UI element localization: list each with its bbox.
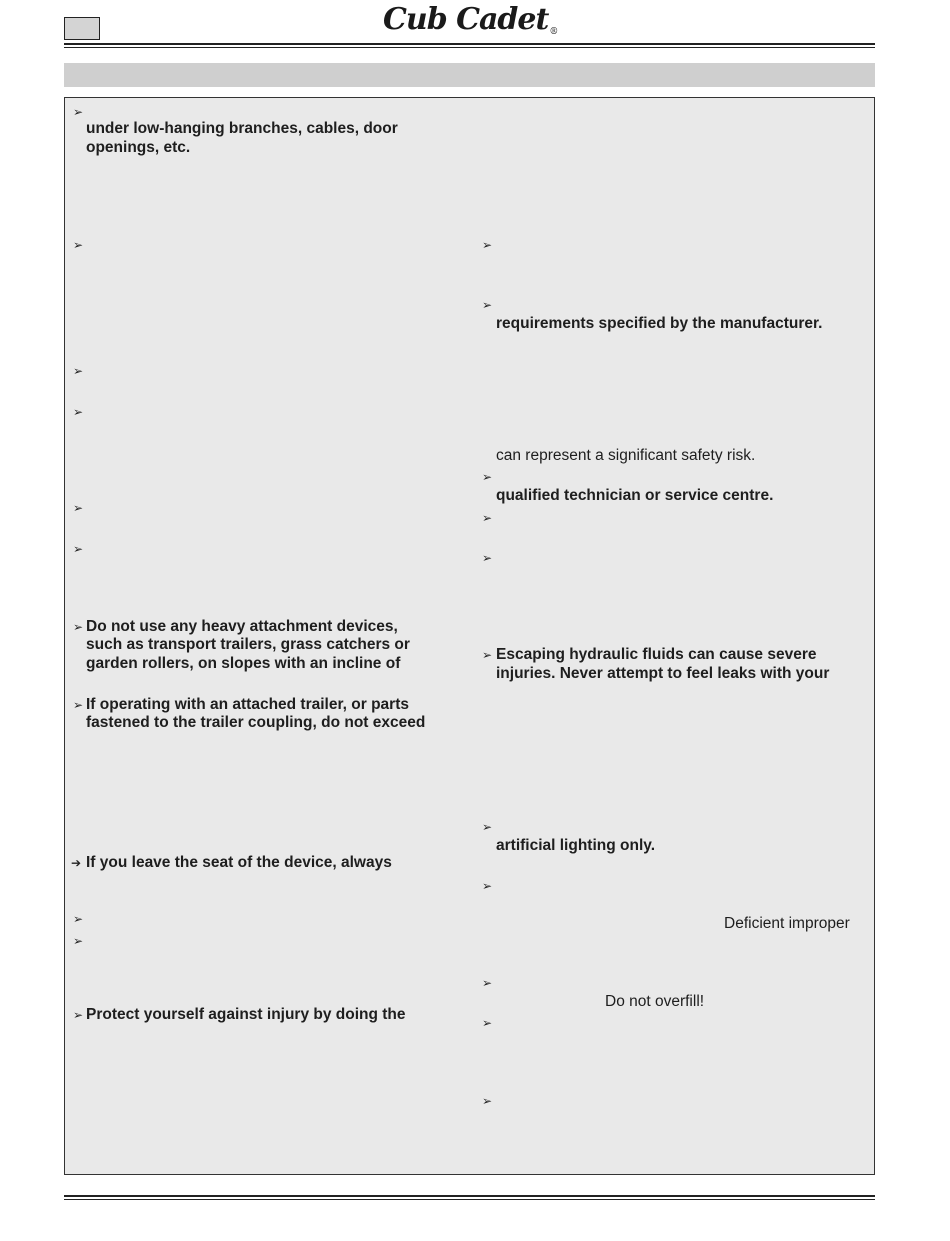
bullet-icon: ➢ <box>73 105 84 119</box>
hydraulic-line-1: Escaping hydraulic fluids can cause severe <box>496 646 817 663</box>
action-arrow-icon: ➔ <box>71 856 82 870</box>
heavy-attachment-line-2: such as transport trailers, grass catchers or <box>86 636 410 653</box>
footer-rule <box>64 1195 875 1197</box>
bullet-icon: ➢ <box>482 470 493 484</box>
footer-rule-thin <box>64 1199 875 1200</box>
trailer-line-2: fastened to the trailer coupling, do not exceed <box>86 714 426 731</box>
bullet-icon: ➢ <box>482 879 493 893</box>
trailer-line-1: If operating with an attached trailer, or parts <box>86 696 409 713</box>
protect-text: Protect yourself against injury by doing the <box>86 1006 406 1023</box>
bullet-icon: ➢ <box>73 542 84 556</box>
bullet-icon: ➢ <box>73 934 84 948</box>
brand-name: Cub Cadet <box>383 2 549 37</box>
bullet-icon: ➢ <box>482 298 493 312</box>
cub-cadet-logo <box>383 2 557 37</box>
bullet-icon: ➢ <box>73 364 84 378</box>
registered-mark: ® <box>549 27 558 37</box>
bullet-icon: ➢ <box>73 620 84 634</box>
overfill-text: Do not overfill! <box>605 993 705 1010</box>
leave-seat-text: If you leave the seat of the device, always <box>86 854 392 871</box>
left-item-1-line-2: openings, etc. <box>86 139 191 156</box>
heavy-attachment-line-1: Do not use any heavy attachment devices, <box>86 618 398 635</box>
bullet-icon: ➢ <box>482 820 493 834</box>
deficient-text: Deficient improper <box>724 915 850 932</box>
bullet-icon: ➢ <box>73 405 84 419</box>
safety-risk-text: can represent a significant safety risk. <box>496 447 756 464</box>
bullet-icon: ➢ <box>73 501 84 515</box>
bullet-icon: ➢ <box>482 1016 493 1030</box>
lighting-text: artificial lighting only. <box>496 837 656 854</box>
bullet-icon: ➢ <box>482 238 493 252</box>
bullet-icon: ➢ <box>73 238 84 252</box>
bullet-icon: ➢ <box>482 1094 493 1108</box>
header-rule <box>64 43 875 45</box>
bullet-icon: ➢ <box>73 912 84 926</box>
heavy-attachment-line-3: garden rollers, on slopes with an incline of <box>86 655 401 672</box>
bullet-icon: ➢ <box>482 511 493 525</box>
header-rule-thin <box>64 47 875 48</box>
bullet-icon: ➢ <box>73 1008 84 1022</box>
bullet-icon: ➢ <box>482 551 493 565</box>
requirements-text: requirements specified by the manufacturer. <box>496 315 823 332</box>
page-number-box <box>64 17 100 40</box>
bullet-icon: ➢ <box>482 976 493 990</box>
bullet-icon: ➢ <box>73 698 84 712</box>
hydraulic-line-2: injuries. Never attempt to feel leaks with your <box>496 665 830 682</box>
content-box <box>64 97 875 1175</box>
bullet-icon: ➢ <box>482 648 493 662</box>
left-item-1-line-1: under low-hanging branches, cables, door <box>86 120 398 137</box>
section-title-band <box>64 63 875 87</box>
technician-text: qualified technician or service centre. <box>496 487 774 504</box>
